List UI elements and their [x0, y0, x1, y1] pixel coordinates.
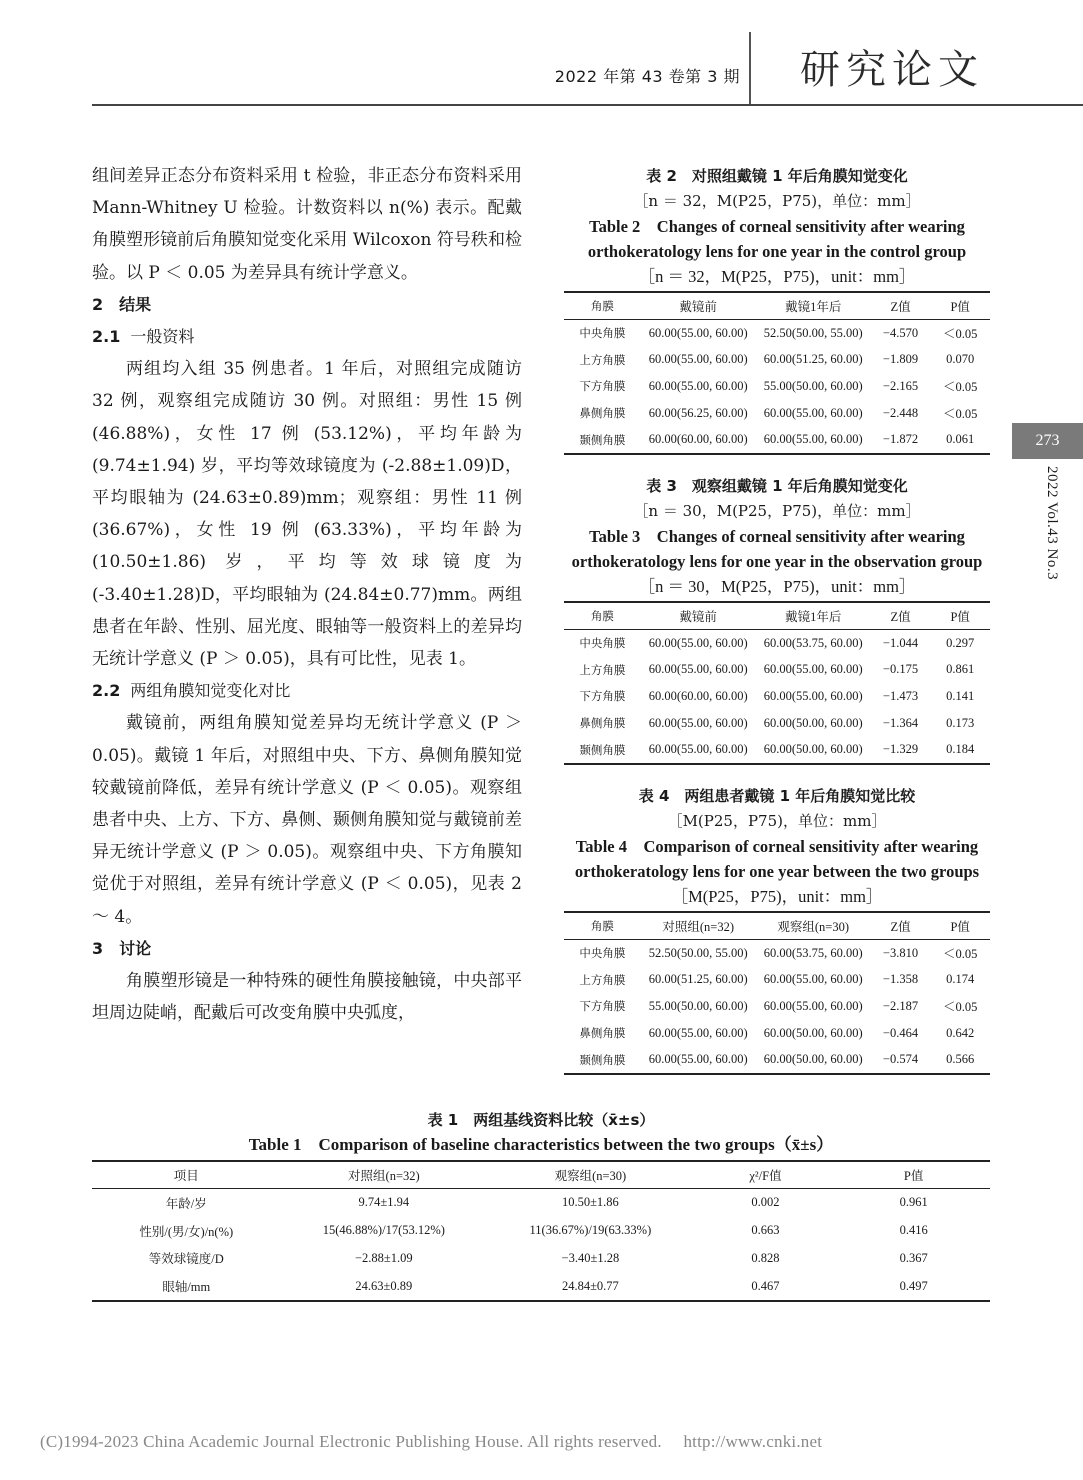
table-cell: −4.570 [882, 325, 919, 340]
table-cell: −1.329 [871, 736, 931, 764]
table-cell: −1.809 [882, 352, 919, 367]
column-header: χ²/F值 [694, 1161, 838, 1189]
table-cell: 眼轴/mm [92, 1272, 281, 1301]
table-cell: 0.961 [899, 1195, 928, 1210]
table-cell: 24.63±0.89 [281, 1272, 488, 1301]
section-number: 3 [92, 938, 104, 958]
section-title: 讨论 [119, 938, 152, 958]
table-caption-en: Table 1 Comparison of baseline characteristics between the two groups（x̄±s） [248, 1135, 834, 1154]
table-cell: 鼻侧角膜 [579, 716, 626, 731]
table-cell: 性别/(男/女)/n(%) [139, 1224, 234, 1239]
table-cell: 60.00(55.00, 60.00) [648, 352, 748, 367]
table-cell: 下方角膜 [579, 689, 626, 704]
section-heading-discussion [92, 933, 522, 965]
table-cell: 颞侧角膜 [564, 1046, 641, 1074]
table-cell: 11(36.67%)/19(63.33%) [529, 1223, 652, 1238]
column-header: 戴镜前 [641, 602, 756, 630]
table-cell: −0.464 [882, 1025, 919, 1040]
paragraph-methods: 组间差异正态分布资料采用 t 检验，非正态分布资料采用 Mann-Whitney U 检验。计数资料以 n(%) 表示。配戴角膜塑形镜前后角膜知觉变化采用 Wilcoxon 符号秩和检验。以 P ＜ 0.05 为差异具有统计学意义。 [92, 166, 522, 283]
table-row [92, 1189, 990, 1217]
table-cell: 9.74±1.94 [358, 1195, 410, 1210]
column-header: P值 [837, 1161, 990, 1189]
subsection-title: 两组角膜知觉变化对比 [130, 681, 291, 701]
table-caption-cn: 表 4 两组患者戴镜 1 年后角膜知觉比较 [638, 787, 916, 805]
table-cell: 60.00(55.00, 60.00) [641, 1046, 756, 1074]
table-caption-cn: 表 1 两组基线资料比较（x̄±s） [427, 1111, 655, 1129]
copyright-footer: (C)1994-2023 China Academic Journal Electronic Publishing House. All rights reserved. http://www.cnki.net [40, 1432, 823, 1451]
table-cell: 60.00(55.00, 60.00) [648, 325, 748, 340]
table-3-block [564, 474, 990, 765]
table-cell: 0.002 [751, 1195, 780, 1210]
header-rule [92, 104, 1083, 106]
column-header: 角膜 [564, 292, 641, 320]
table-row [92, 1217, 990, 1245]
table-cell: 上方角膜 [579, 662, 626, 677]
table-cell: −3.810 [882, 945, 919, 960]
table-cell: 上方角膜 [579, 972, 626, 987]
section-title: 研究论文 [800, 47, 984, 93]
table-row [564, 373, 990, 400]
table-cell: −2.187 [882, 998, 919, 1013]
table-cell: 60.00(56.25, 60.00) [648, 405, 748, 420]
column-header: 对照组(n=32) [641, 912, 756, 940]
table-cell: 60.00(55.00, 60.00) [648, 662, 748, 677]
table-4-block [564, 784, 990, 1075]
table-cell: 0.141 [946, 688, 975, 703]
table-cell: 60.00(55.00, 60.00) [763, 662, 863, 677]
column-header: 项目 [92, 1161, 281, 1189]
table-cell: −1.358 [882, 972, 919, 987]
table-cell: 颞侧角膜 [564, 426, 641, 454]
table-cell: ＜0.05 [942, 947, 978, 962]
paragraph-general: 两组均入组 35 例患者。1 年后，对照组完成随访 32 例，观察组完成随访 30 例。对照组：男性 15 例 (46.88%)，女性 17 例 (53.12%)，平均年龄为 (9.74±1.94) 岁，平均等效球镜度为 (-2.88±1.09)D，平均眼轴为 (24.63±0.89)mm；观察组：男性 11 例 (36.67%)，女性 19 例 (63.33%)，平均年龄为 (10.50±1.86) 岁，平均等效球镜度为 (-3.40±1.28)D，平均眼轴为 (24.84±0.77)mm。两组患者在年龄、性别、屈光度、眼轴等一般资料上的差异均无统计学意义 (P ＞ 0.05)，具有可比性，见表 1。 [92, 359, 522, 670]
table-cell: 60.00(55.00, 60.00) [763, 688, 863, 703]
table-cell: 0.070 [946, 352, 975, 367]
table-cell: 60.00(53.75, 60.00) [763, 945, 863, 960]
column-header: 戴镜前 [641, 292, 756, 320]
table-cell: −1.364 [882, 715, 919, 730]
table-cell: 颞侧角膜 [564, 736, 641, 764]
data-table-2 [564, 291, 990, 455]
table-cell: 55.00(50.00, 60.00) [648, 998, 748, 1013]
table-cell: −0.175 [882, 662, 919, 677]
table-cell: 60.00(55.00, 60.00) [648, 635, 748, 650]
table-cell: 0.828 [751, 1250, 780, 1265]
table-cell: 52.50(50.00, 55.00) [648, 945, 748, 960]
section-number: 2 [92, 294, 104, 314]
table-cell: −1.044 [882, 635, 919, 650]
table-cell: 0.367 [899, 1250, 928, 1265]
table-cell: 鼻侧角膜 [579, 406, 626, 421]
subsection-heading-comparison [92, 675, 522, 707]
table-caption-cn: 表 3 观察组戴镜 1 年后角膜知觉变化 [646, 477, 908, 495]
table-cell: 等效球镜度/D [148, 1252, 224, 1267]
table-cell: 0.861 [946, 662, 975, 677]
table-cell: 10.50±1.86 [561, 1195, 619, 1210]
data-table-4 [564, 911, 990, 1075]
column-header: 戴镜1年后 [756, 292, 871, 320]
table-cell: 0.297 [946, 635, 975, 650]
table-cell: 0.566 [930, 1046, 990, 1074]
section-heading-results [92, 289, 522, 321]
table-cell: 52.50(50.00, 55.00) [763, 325, 863, 340]
table-cell: 60.00(55.00, 60.00) [648, 378, 748, 393]
column-header: 观察组(n=30) [756, 912, 871, 940]
table-cell: 55.00(50.00, 60.00) [763, 378, 863, 393]
table-caption-en-sub: ［M(P25，P75)，unit：mm］ [671, 887, 883, 906]
table-cell: 60.00(60.00, 60.00) [641, 426, 756, 454]
table-cell: ＜0.05 [942, 380, 978, 395]
column-header: 角膜 [564, 912, 641, 940]
table-cell: 15(46.88%)/17(53.12%) [322, 1223, 445, 1238]
table-cell: 60.00(55.00, 60.00) [763, 972, 863, 987]
table-cell: 0.174 [946, 972, 975, 987]
table-cell: 60.00(55.00, 60.00) [763, 998, 863, 1013]
table-cell: −2.165 [882, 378, 919, 393]
table-row [564, 1046, 990, 1074]
table-caption-en: Table 4 Comparison of corneal sensitivity after wearing orthokeratology lens for one year between the two groups [574, 837, 980, 881]
column-header: 对照组(n=32) [281, 1161, 488, 1189]
table-row [564, 630, 990, 657]
table-cell: 下方角膜 [579, 999, 626, 1014]
table-cell: −2.448 [882, 405, 919, 420]
table-cell: 中央角膜 [579, 636, 626, 651]
table-cell: 60.00(60.00, 60.00) [648, 688, 748, 703]
body-text-column [92, 160, 522, 1029]
subsection-number: 2.1 [92, 327, 121, 347]
table-cell: 60.00(51.25, 60.00) [763, 352, 863, 367]
subsection-heading-general [92, 321, 522, 353]
table-row [92, 1245, 990, 1273]
table-cell: 鼻侧角膜 [579, 1026, 626, 1041]
table-row [564, 400, 990, 427]
table-row [564, 967, 990, 994]
column-header: P值 [930, 602, 990, 630]
table-cell: −1.473 [882, 688, 919, 703]
column-header: Z值 [871, 602, 931, 630]
table-row [564, 426, 990, 454]
column-header: Z值 [871, 292, 931, 320]
subsection-number: 2.2 [92, 681, 121, 701]
table-cell: ＜0.05 [942, 407, 978, 422]
table-caption-en: Table 2 Changes of corneal sensitivity after wearing orthokeratology lens for one year in the control group [587, 217, 967, 261]
table-cell: 0.416 [899, 1223, 928, 1238]
table-caption-cn-sub: ［M(P25，P75)，单位：mm］ [667, 812, 887, 830]
table-cell: 60.00(50.00, 60.00) [756, 736, 871, 764]
table-cell: 60.00(51.25, 60.00) [648, 972, 748, 987]
table-cell: 中央角膜 [579, 946, 626, 961]
table-cell: 60.00(55.00, 60.00) [641, 736, 756, 764]
table-cell: 下方角膜 [579, 379, 626, 394]
table-row [564, 683, 990, 710]
table-cell: 60.00(53.75, 60.00) [763, 635, 863, 650]
table-cell: 0.467 [694, 1272, 838, 1301]
table-row [92, 1272, 990, 1301]
table-cell: ＜0.05 [942, 327, 978, 342]
table-cell: 60.00(55.00, 60.00) [648, 1025, 748, 1040]
table-row [564, 347, 990, 374]
table-caption-cn-sub: ［n ＝ 32，M(P25，P75)，单位：mm］ [633, 192, 921, 210]
table-cell: 0.663 [751, 1223, 780, 1238]
table-cell: ＜0.05 [942, 1000, 978, 1015]
table-row [564, 736, 990, 764]
table-cell: 0.061 [930, 426, 990, 454]
table-caption-en-sub: ［n ＝ 32，M(P25，P75)，unit：mm］ [638, 267, 916, 286]
table-cell: 60.00(55.00, 60.00) [763, 405, 863, 420]
table-row [564, 657, 990, 684]
column-header: P值 [930, 292, 990, 320]
column-header: 观察组(n=30) [487, 1161, 694, 1189]
table-caption-cn-sub: ［n ＝ 30，M(P25，P75)，单位：mm］ [633, 502, 921, 520]
table-cell: 中央角膜 [579, 326, 626, 341]
page-number-tab: 273 [1012, 423, 1083, 459]
paragraph-comparison: 戴镜前，两组角膜知觉差异均无统计学意义 (P ＞ 0.05)。戴镜 1 年后，对照组中央、下方、鼻侧角膜知觉较戴镜前降低，差异有统计学意义 (P ＜ 0.05)。观察组患者中央、上方、下方、鼻侧、颞侧角膜知觉与戴镜前差异无统计学意义 (P ＞ 0.05)。观察组中央、下方角膜知觉优于对照组，差异有统计学意义 (P ＜ 0.05)，见表 2 ～ 4。 [92, 713, 522, 927]
table-cell: 0.642 [946, 1025, 975, 1040]
table-row [564, 710, 990, 737]
table-row [564, 993, 990, 1020]
table-caption-en: Table 3 Changes of corneal sensitivity after wearing orthokeratology lens for one year in the observation group [571, 527, 983, 571]
header-divider [749, 32, 751, 104]
paragraph-discussion: 角膜塑形镜是一种特殊的硬性角膜接触镜，中央部平坦周边陡峭，配戴后可改变角膜中央弧度， [92, 971, 522, 1024]
table-row [564, 320, 990, 347]
column-header: Z值 [871, 912, 931, 940]
table-cell: 60.00(50.00, 60.00) [763, 715, 863, 730]
table-row [564, 1020, 990, 1047]
table-cell: 年龄/岁 [165, 1196, 207, 1211]
column-header: 戴镜1年后 [756, 602, 871, 630]
table-caption-cn: 表 2 对照组戴镜 1 年后角膜知觉变化 [646, 167, 908, 185]
column-header: 角膜 [564, 602, 641, 630]
table-caption-en-sub: ［n ＝ 30，M(P25，P75)，unit：mm］ [638, 577, 916, 596]
volume-label: 2022 Vol.43 No.3 [1044, 466, 1060, 581]
table-cell: 上方角膜 [579, 352, 626, 367]
table-cell: 0.497 [837, 1272, 990, 1301]
section-title: 结果 [119, 294, 152, 314]
table-cell: 60.00(55.00, 60.00) [756, 426, 871, 454]
table-cell: −1.872 [871, 426, 931, 454]
table-cell: −0.574 [871, 1046, 931, 1074]
table-cell: −3.40±1.28 [561, 1250, 620, 1265]
column-header: P值 [930, 912, 990, 940]
table-1-block [92, 1108, 990, 1302]
table-cell: −2.88±1.09 [355, 1250, 413, 1265]
table-cell: 24.84±0.77 [487, 1272, 694, 1301]
data-table-3 [564, 601, 990, 765]
data-table-1 [92, 1160, 990, 1302]
table-cell: 60.00(50.00, 60.00) [763, 1025, 863, 1040]
subsection-title: 一般资料 [130, 327, 195, 347]
table-cell: 60.00(55.00, 60.00) [648, 715, 748, 730]
table-row [564, 940, 990, 967]
issue-label: 2022 年第 43 卷第 3 期 [554, 67, 740, 86]
table-cell: 60.00(50.00, 60.00) [756, 1046, 871, 1074]
table-cell: 0.184 [930, 736, 990, 764]
table-2-block [564, 164, 990, 455]
table-cell: 0.173 [946, 715, 975, 730]
